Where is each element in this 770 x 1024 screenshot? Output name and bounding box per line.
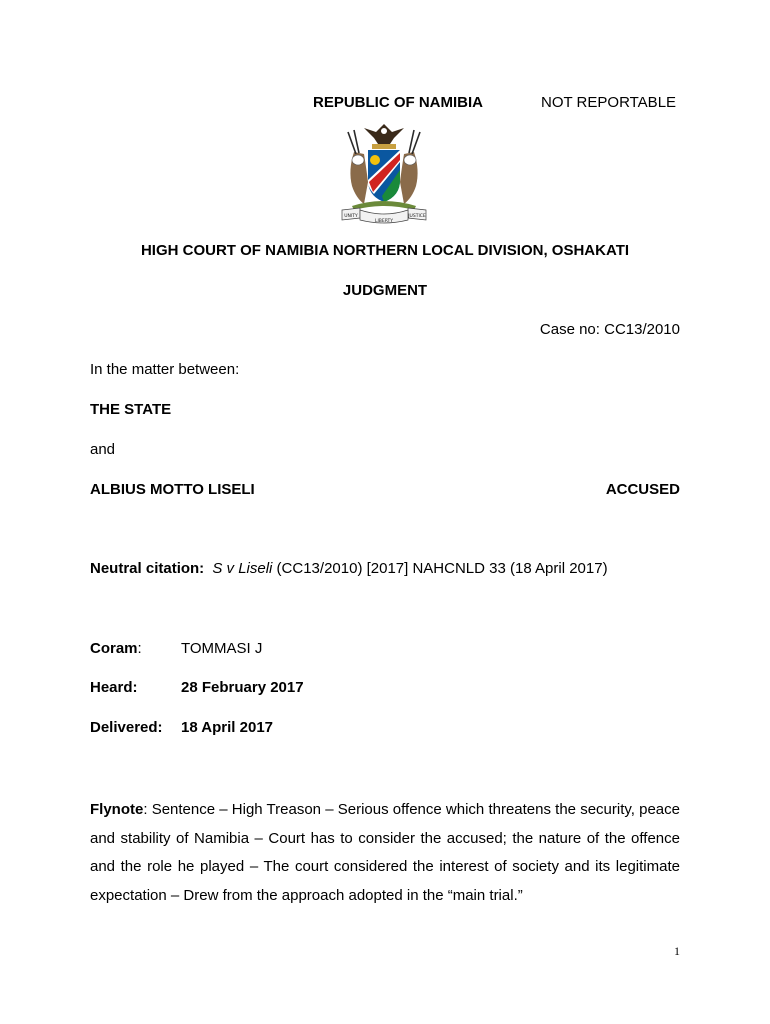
citation-label: Neutral citation: [90, 560, 205, 577]
court-heading: HIGH COURT OF NAMIBIA NORTHERN LOCAL DIVISION, OSHAKATI [140, 242, 630, 259]
flynote-text: : Sentence – High Treason – Serious offence which threatens the security, peace and stability of Namibia – Court has to consider the accused; the nature of the offence and the role he played – The court considered the interest of society and its legitimate expectation – Drew from the approach adopted in the “main trial.” [90, 801, 680, 904]
judgment-heading: JUDGMENT [342, 282, 428, 299]
citation-case-name: S v Liseli [212, 560, 273, 577]
delivered-label: Delivered: [90, 719, 163, 736]
coram-label: Coram [90, 640, 138, 657]
case-number: Case no: CC13/2010 [539, 321, 680, 338]
party-state: THE STATE [90, 401, 172, 418]
flynote-label: Flynote [90, 801, 144, 818]
accused-name: ALBIUS MOTTO LISELI [90, 481, 255, 498]
page-number: 1 [674, 944, 680, 958]
coram-row [90, 640, 142, 657]
coram-value: TOMMASI J [181, 640, 263, 657]
and-word: and [90, 441, 116, 458]
matter-between: In the matter between: [90, 361, 240, 378]
accused-role: ACCUSED [605, 481, 680, 498]
crest-motto-bottom: LIBERTY [374, 219, 394, 224]
crest-motto-right: JUSTICE [408, 214, 426, 219]
heard-value: 28 February 2017 [181, 679, 304, 696]
neutral-citation [90, 560, 608, 577]
delivered-value: 18 April 2017 [181, 719, 273, 736]
citation-details: (CC13/2010) [2017] NAHCNLD 33 (18 April 2017) [272, 560, 608, 577]
flynote-paragraph [90, 796, 680, 910]
coram-colon: : [137, 640, 142, 657]
heard-label: Heard: [90, 679, 138, 696]
namibia-coat-of-arms-icon [334, 122, 434, 226]
reportable-status: NOT REPORTABLE [541, 94, 677, 111]
republic-heading: REPUBLIC OF NAMIBIA [313, 94, 483, 111]
crest-motto-left: UNITY [344, 214, 358, 219]
